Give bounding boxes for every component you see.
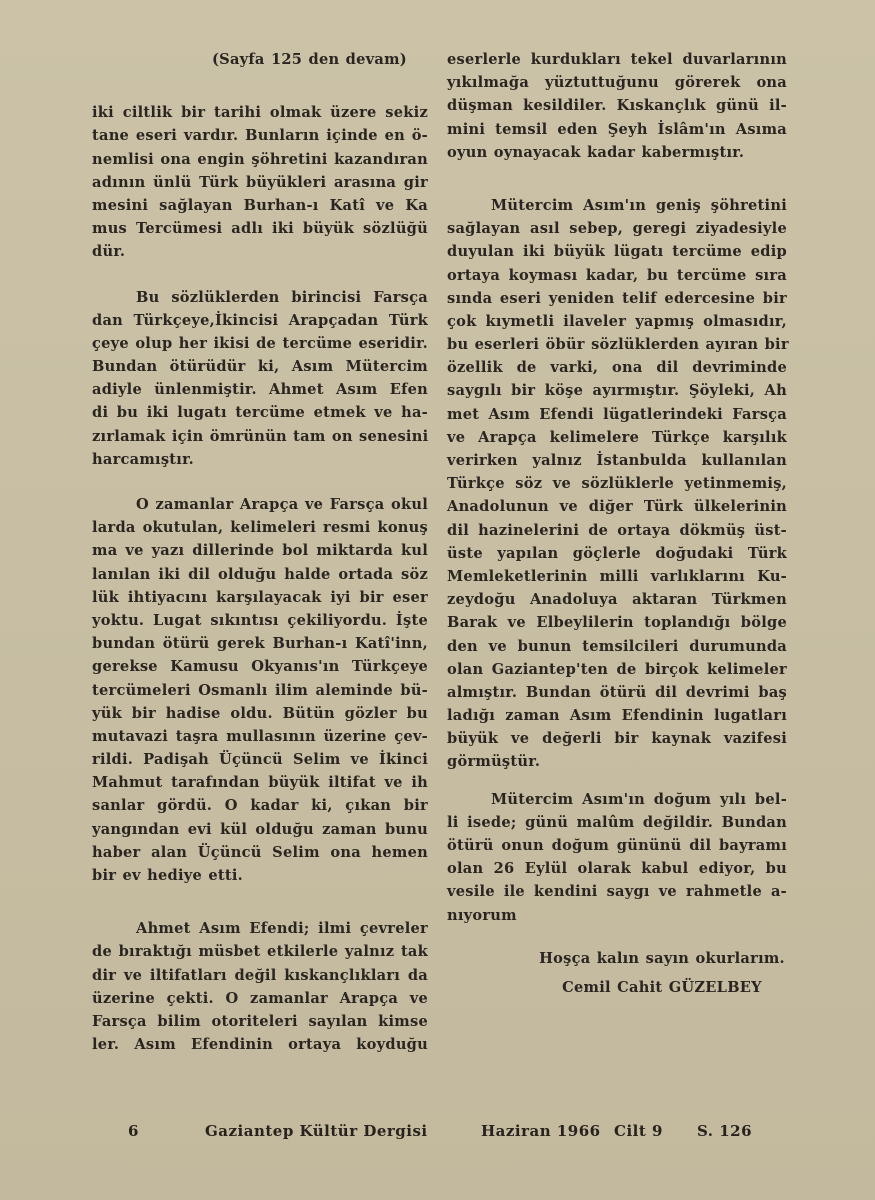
text-line: olan 26 Eylül olarak kabul ediyor, bu (447, 860, 787, 878)
text-line: dil hazinelerini de ortaya dökmüş üst- (447, 521, 787, 539)
text-line: özellik de varki, ona dil devriminde (447, 359, 787, 377)
text-line: Bundan ötürüdür ki, Asım Mütercim (92, 358, 428, 376)
text-line: çeye olup her ikisi de tercüme eseridir. (92, 334, 428, 352)
text-line: larda okutulan, kelimeleri resmi konuş (92, 519, 428, 537)
issue-date: Haziran 1966 (481, 1122, 601, 1140)
text-line: üzerine çekti. O zamanlar Arapça ve (92, 989, 428, 1007)
text-line: sında eseri yeniden telif edercesine bir (447, 289, 787, 307)
text-line: mesini sağlayan Burhan-ı Katî ve Ka (92, 196, 428, 214)
text-line: nıyorum (447, 906, 517, 924)
closing-greeting: Hoşça kalın sayın okurlarım. (539, 949, 785, 967)
text-line: zırlamak için ömrünün tam on senesini (92, 427, 429, 445)
text-line: ve Arapça kelimelere Türkçe karşılık (447, 428, 787, 446)
text-line: Mütercim Asım'ın geniş şöhretini (491, 196, 787, 214)
text-line: ler. Asım Efendinin ortaya koyduğu (92, 1036, 428, 1054)
text-line: adiyle ünlenmiştir. Ahmet Asım Efen (92, 381, 428, 399)
text-line: mus Tercümesi adlı iki büyük sözlüğü (92, 220, 428, 238)
text-line: ladığı zaman Asım Efendinin lugatları (447, 707, 787, 725)
text-line: Farsça bilim otoriteleri sayılan kimse (92, 1012, 428, 1030)
text-line: Mütercim Asım'ın doğum yılı bel- (491, 790, 787, 808)
text-line: yük bir hadise oldu. Bütün gözler bu (92, 704, 428, 722)
continuation-note: (Sayfa 125 den devam) (212, 51, 407, 68)
paragraph (92, 493, 428, 887)
text-line: tercümeleri Osmanlı ilim aleminde bü- (92, 681, 428, 699)
paragraph (92, 101, 428, 263)
volume-number: Cilt 9 (614, 1122, 663, 1140)
text-line: Mahmut tarafından büyük iltifat ve ih (92, 774, 428, 792)
text-line: bu eserleri öbür sözlüklerden ayıran bir (447, 336, 789, 354)
text-line: görmüştür. (447, 753, 541, 771)
text-line: adının ünlü Türk büyükleri arasına gir (92, 173, 428, 191)
paragraph (447, 788, 787, 927)
text-line: dür. (92, 243, 126, 261)
journal-name: Gaziantep Kültür Dergisi (205, 1122, 428, 1140)
paragraph (92, 286, 428, 472)
text-line: de bıraktığı müsbet etkilerle yalnız tak (92, 943, 428, 961)
paragraph (92, 917, 428, 1056)
page-number: 6 (128, 1122, 139, 1140)
text-line: gerekse Kamusu Okyanıs'ın Türkçeye (92, 658, 428, 676)
text-line: Ahmet Asım Efendi; ilmi çevreler (136, 920, 428, 938)
text-line: ortaya koyması kadar, bu tercüme sıra (447, 266, 787, 284)
text-line: iki ciltlik bir tarihi olmak üzere sekiz (92, 104, 428, 122)
text-line: düşman kesildiler. Kıskançlık günü il- (447, 97, 787, 115)
text-line: eserlerle kurdukları tekel duvarlarının (447, 51, 787, 68)
text-line: tane eseri vardır. Bunların içinde en ö- (92, 127, 428, 145)
left-column (92, 48, 428, 1056)
text-line: haber alan Üçüncü Selim ona hemen (92, 843, 428, 861)
text-line: dir ve iltifatları değil kıskançlıkları da (92, 966, 428, 984)
paragraph (447, 48, 787, 164)
text-line: zeydoğu Anadoluya aktaran Türkmen (447, 591, 787, 609)
text-line: nemlisi ona engin şöhretini kazandıran (92, 150, 428, 168)
text-line: Memleketlerinin milli varlıklarını Ku- (447, 567, 787, 585)
text-line: lanılan iki dil olduğu halde ortada söz (92, 565, 428, 583)
text-line: lük ihtiyacını karşılayacak iyi bir eser (92, 588, 428, 606)
text-line: almıştır. Bundan ötürü dil devrimi baş (447, 683, 787, 701)
text-line: vesile ile kendini saygı ve rahmetle a- (447, 883, 787, 901)
text-line: ötürü onun doğum gününü dil bayramı (447, 837, 787, 854)
text-line: olan Gaziantep'ten de birçok kelimeler (447, 660, 787, 678)
paragraph (447, 194, 787, 774)
text-line: mini temsil eden Şeyh İslâm'ın Asıma (447, 120, 787, 138)
text-line: Anadolunun ve diğer Türk ülkelerinin (447, 498, 787, 516)
text-line: rildi. Padişah Üçüncü Selim ve İkinci (92, 751, 428, 769)
text-line: duyulan iki büyük lügatı tercüme edip (447, 243, 787, 261)
author-signature: Cemil Cahit GÜZELBEY (562, 978, 762, 996)
text-line: sağlayan asıl sebep, geregi ziyadesiyle (447, 220, 787, 238)
text-line: den ve bunun temsilcileri durumunda (447, 637, 787, 655)
text-line: dan Türkçeye,İkincisi Arapçadan Türk (92, 311, 428, 329)
text-line: mutavazi taşra mullasının üzerine çev- (92, 727, 428, 745)
text-line: yıkılmağa yüztuttuğunu görerek ona (447, 74, 787, 92)
text-line: verirken yalnız İstanbulda kullanılan (447, 452, 787, 469)
text-line: yangından evi kül olduğu zaman bunu (92, 820, 428, 838)
text-line: met Asım Efendi lügatlerindeki Farsça (447, 405, 787, 423)
right-column (447, 48, 787, 999)
text-line: üste yapılan göçlerle doğudaki Türk (447, 544, 787, 562)
text-line: ma ve yazı dillerinde bol miktarda kul (92, 542, 428, 560)
text-line: yoktu. Lugat sıkıntısı çekiliyordu. İşte (92, 611, 428, 629)
issue-number: S. 126 (697, 1122, 753, 1140)
text-line: bir ev hediye etti. (92, 867, 243, 884)
text-line: li isede; günü malûm değildir. Bundan (447, 813, 787, 831)
text-line: di bu iki lugatı tercüme etmek ve ha- (92, 404, 428, 422)
text-line: bundan ötürü gerek Burhan-ı Katî'inn, (92, 635, 428, 653)
text-line: sanlar gördü. O kadar ki, çıkan bir (92, 797, 428, 815)
text-line: Bu sözlüklerden birincisi Farsça (136, 288, 428, 306)
text-line: çok kıymetli ilaveler yapmış olmasıdır, (447, 312, 787, 330)
text-line: saygılı bir köşe ayırmıştır. Şöyleki, Ah (447, 382, 787, 400)
text-line: Türkçe söz ve sözlüklerle yetinmemiş, (447, 475, 787, 493)
text-line: O zamanlar Arapça ve Farsça okul (136, 496, 428, 513)
text-line: oyun oynayacak kadar kabermıştır. (447, 143, 745, 161)
text-line: harcamıştır. (92, 450, 195, 468)
text-line: büyük ve değerli bir kaynak vazifesi (447, 730, 787, 748)
text-line: Barak ve Elbeylilerin toplandığı bölge (447, 614, 787, 632)
